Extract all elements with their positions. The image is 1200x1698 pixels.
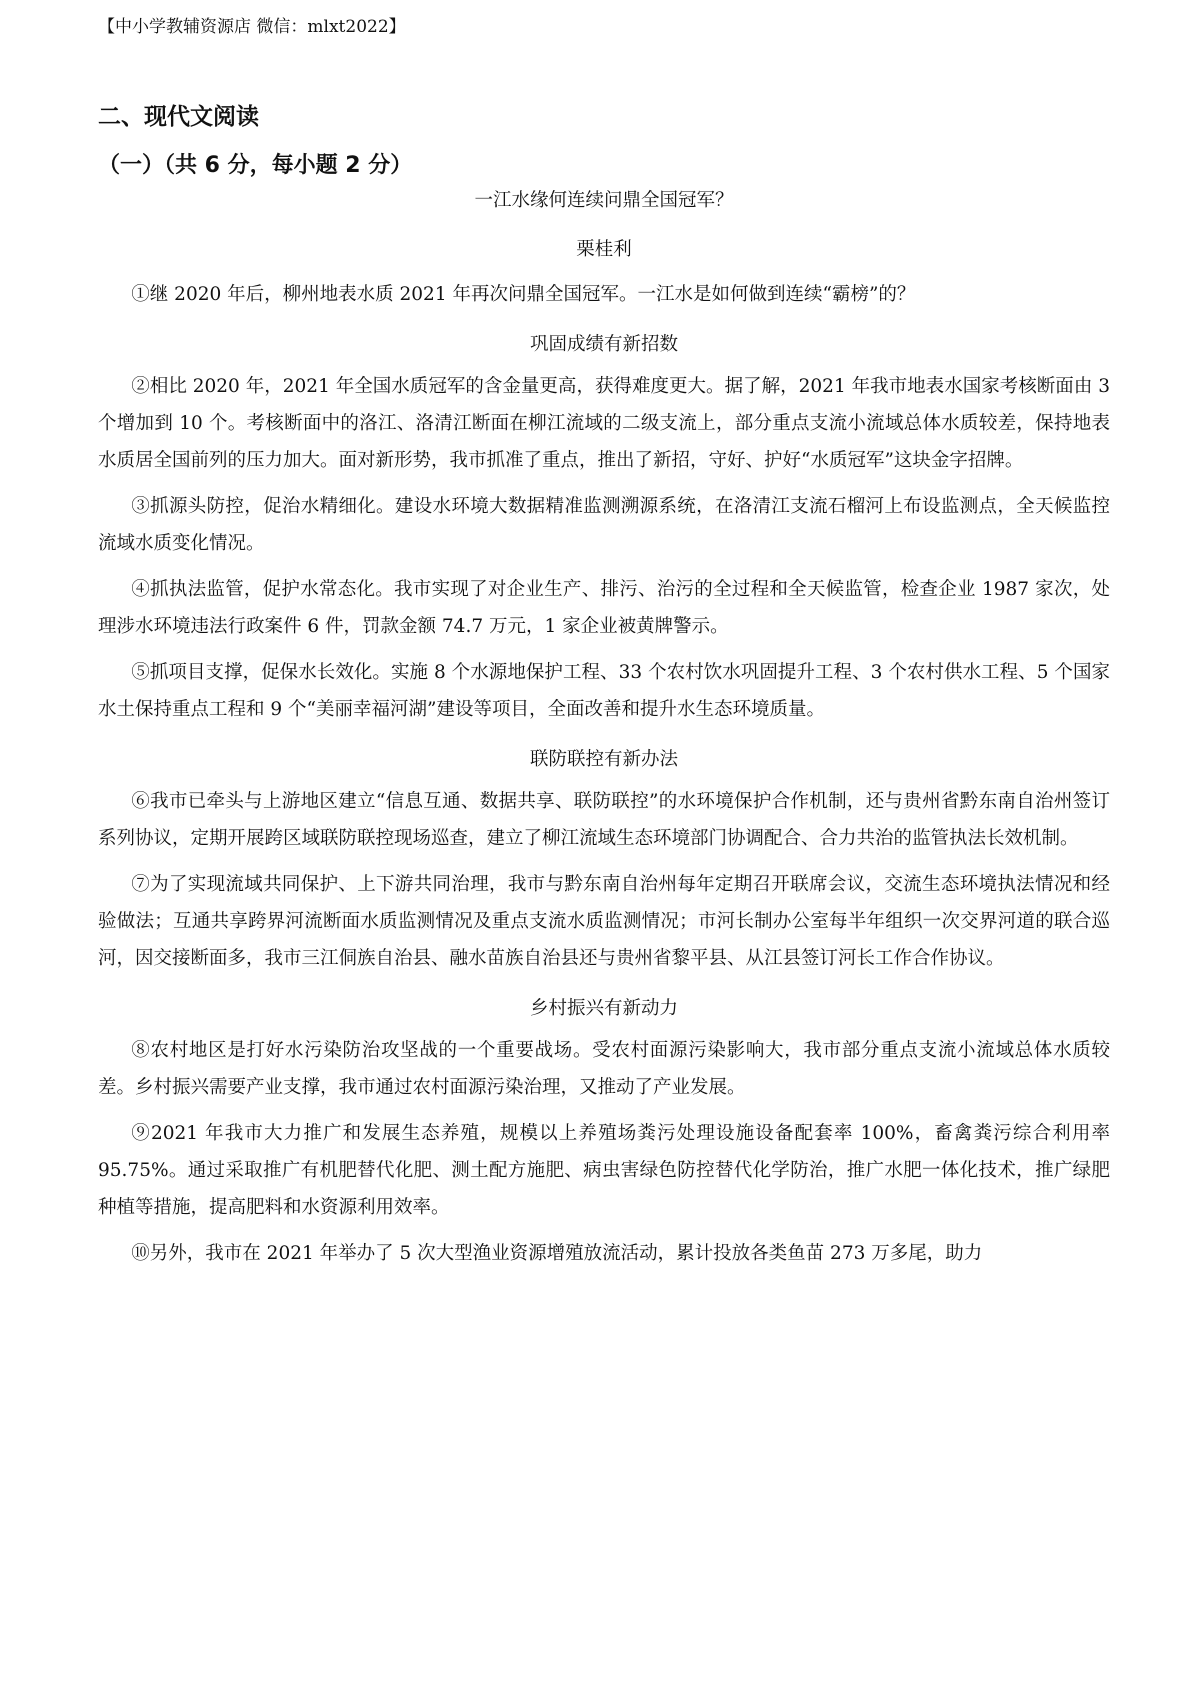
paragraph-2: ②相比 2020 年，2021 年全国水质冠军的含金量更高，获得难度更大。据了解，2021 年我市地表水国家考核断面由 3 个增加到 10 个。考核断面中的洛江、洛清江断面在柳江流域的二级支流上，部分重点支流小流域总体水质较差，保持地表水质居全国前列的压力加大。面对新形势，我市抓准了重点，推出了新招，守好、护好“水质冠军”这块金字招牌。 — [98, 376, 1110, 471]
paragraph-3: ③抓源头防控，促治水精细化。建设水环境大数据精准监测溯源系统，在洛清江支流石榴河上布设监测点，全天候监控流域水质变化情况。 — [98, 496, 1110, 554]
paragraph-7: ⑦为了实现流域共同保护、上下游共同治理，我市与黔东南自治州每年定期召开联席会议，交流生态环境执法情况和经验做法；互通共享跨界河流断面水质监测情况及重点支流水质监测情况；市河长制办公室每半年组织一次交界河道的联合巡河，因交接断面多，我市三江侗族自治县、融水苗族自治县还与贵州省黎平县、从江县签订河长工作合作协议。 — [98, 874, 1110, 969]
paragraph-8: ⑧农村地区是打好水污染防治攻坚战的一个重要战场。受农村面源污染影响大，我市部分重点支流小流域总体水质较差。乡村振兴需要产业支撑，我市通过农村面源污染治理，又推动了产业发展。 — [98, 1040, 1110, 1098]
watermark-text: 【中小学教辅资源店 微信：mlxt2022】 — [98, 17, 406, 37]
paragraph-1: ①继 2020 年后，柳州地表水质 2021 年再次问鼎全国冠军。一江水是如何做到连续“霸榜”的？ — [131, 284, 916, 305]
paragraph-5: ⑤抓项目支撑，促保水长效化。实施 8 个水源地保护工程、33 个农村饮水巩固提升工程、3 个农村供水工程、5 个国家水土保持重点工程和 9 个“美丽幸福河湖”建设等项目，全面改善和提升水生态环境质量。 — [98, 662, 1110, 720]
subheading-3: 乡村振兴有新动力 — [529, 998, 678, 1019]
paragraph-4: ④抓执法监管，促护水常态化。我市实现了对企业生产、排污、治污的全过程和全天候监管，检查企业 1987 家次，处理涉水环境违法行政案件 6 件，罚款金额 74.7 万元，1 家企业被黄牌警示。 — [98, 579, 1110, 637]
paragraph-10: ⑩另外，我市在 2021 年举办了 5 次大型渔业资源增殖放流活动，累计投放各类鱼苗 273 万多尾，助力 — [131, 1243, 983, 1264]
section-subtitle: （一）（共 6 分，每小题 2 分） — [98, 153, 413, 178]
section-title: 二、现代文阅读 — [98, 104, 259, 130]
paragraph-9: ⑨2021 年我市大力推广和发展生态养殖，规模以上养殖场粪污处理设施设备配套率 100%，畜禽粪污综合利用率 95.75%。通过采取推广有机肥替代化肥、测土配方施肥、病虫害绿色防控替代化学防治，推广水肥一体化技术，推广绿肥种植等措施，提高肥料和水资源利用效率。 — [98, 1123, 1110, 1218]
article-body — [98, 176, 1110, 1281]
article-author: 栗桂利 — [576, 239, 632, 260]
paragraph-6: ⑥我市已牵头与上游地区建立“信息互通、数据共享、联防联控”的水环境保护合作机制，还与贵州省黔东南自治州签订系列协议，定期开展跨区域联防联控现场巡查，建立了柳江流域生态环境部门协调配合、合力共治的监管执法长效机制。 — [98, 791, 1110, 849]
subheading-1: 巩固成绩有新招数 — [529, 334, 678, 355]
subheading-2: 联防联控有新办法 — [529, 749, 678, 770]
article-title: 一江水缘何连续问鼎全国冠军？ — [474, 190, 734, 211]
